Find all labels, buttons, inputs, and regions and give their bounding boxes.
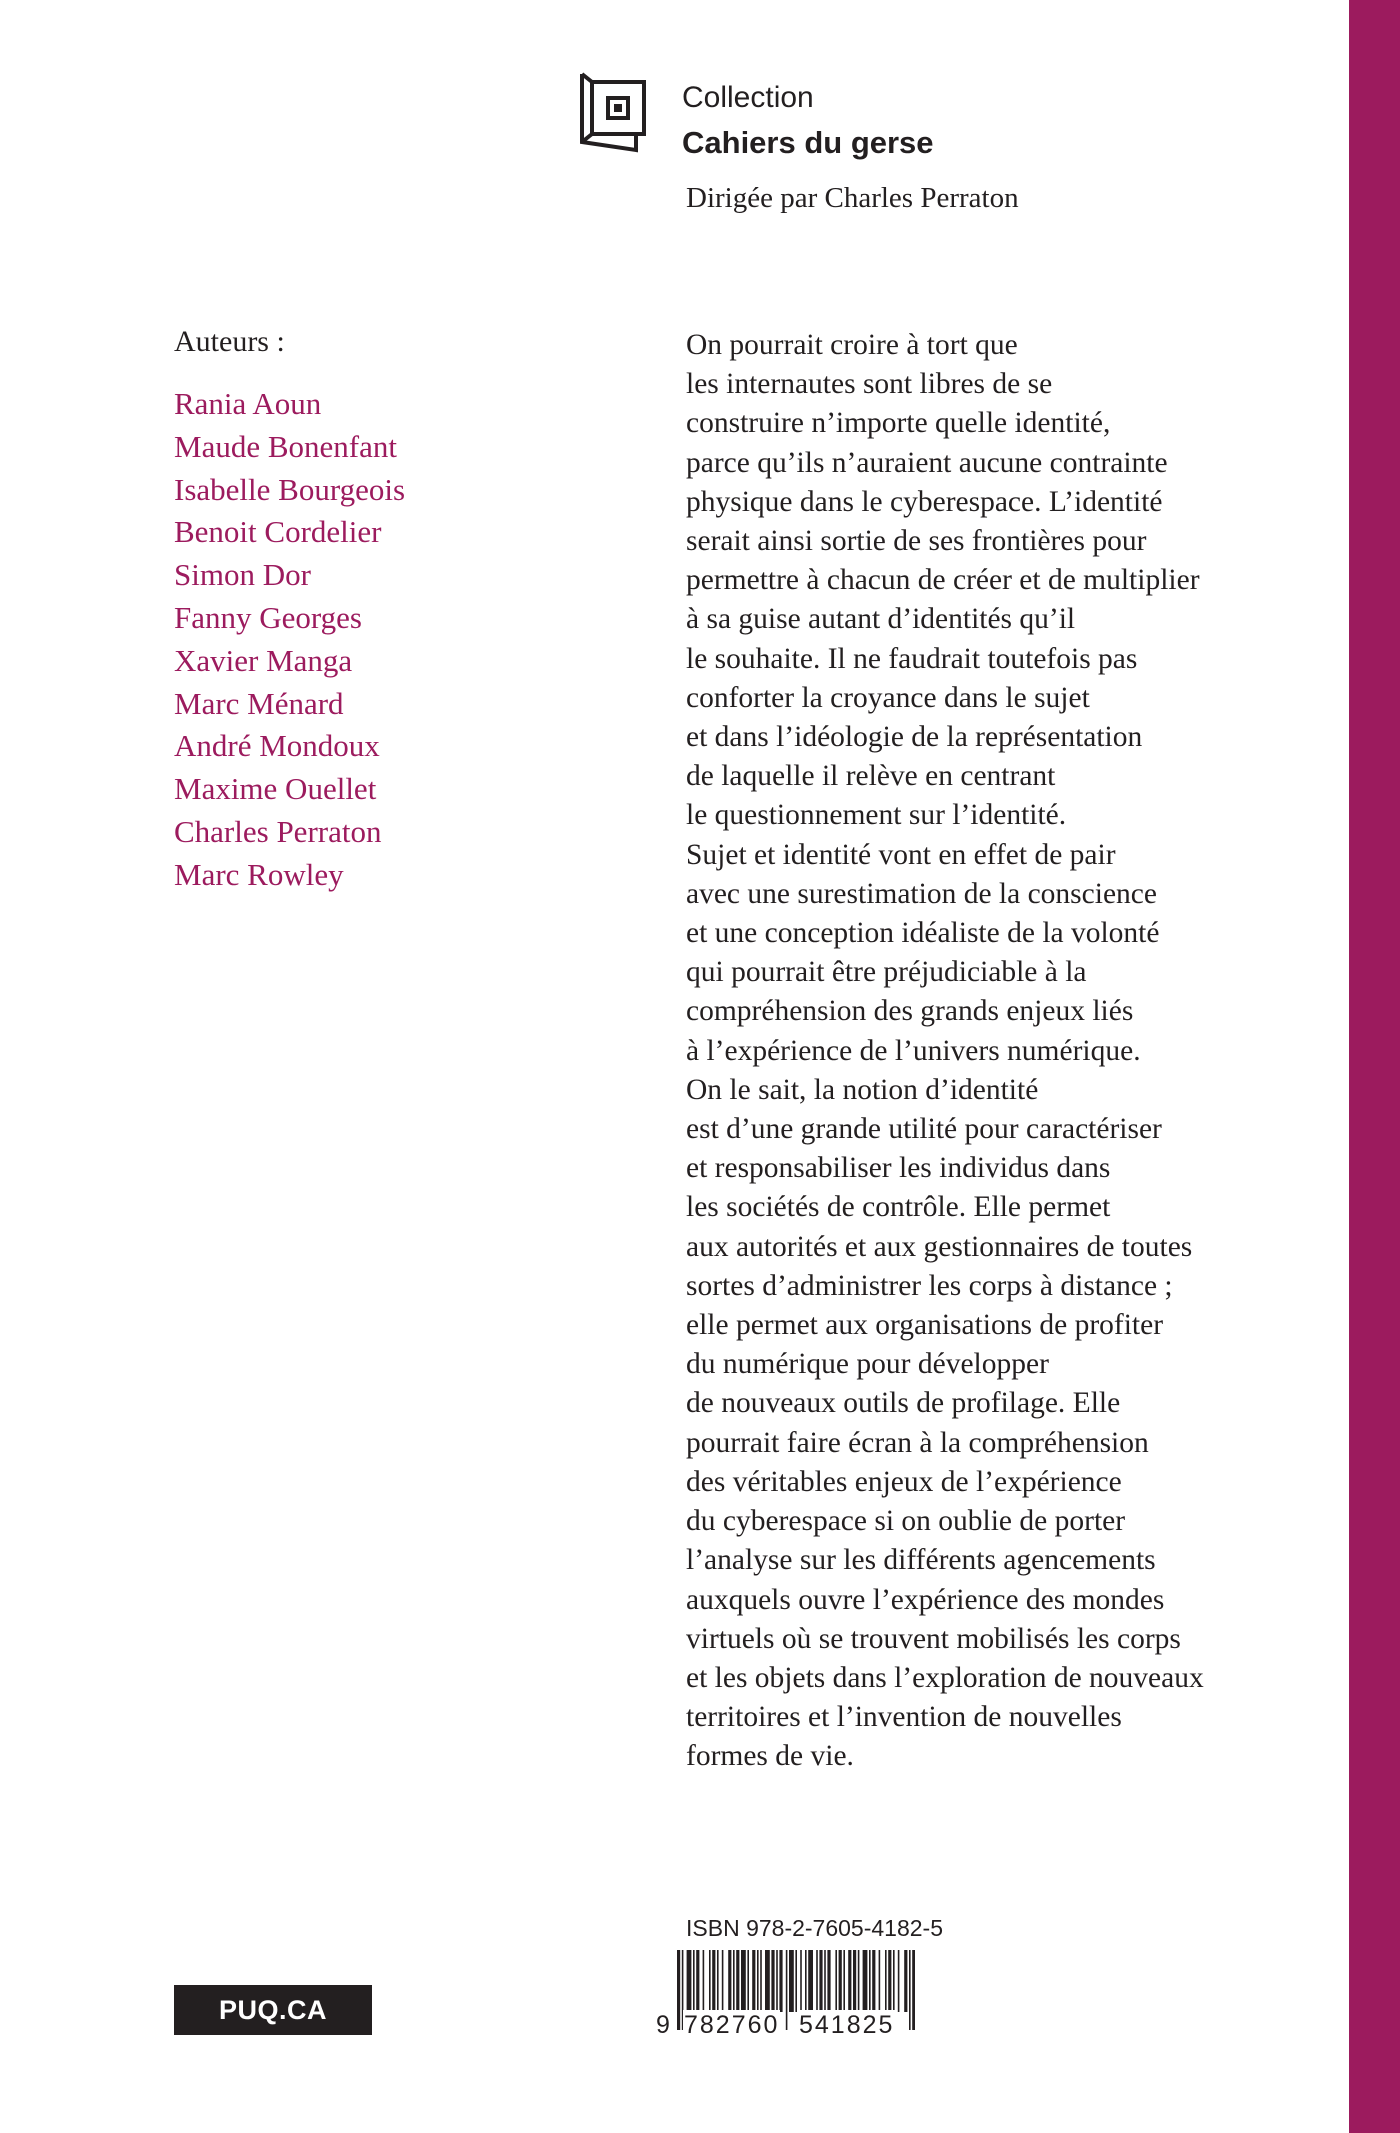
blurb-line: pourrait faire écran à la compréhension xyxy=(686,1426,1149,1459)
blurb-line: de nouveaux outils de profilage. Elle xyxy=(686,1387,1121,1420)
author-name: Marc Rowley xyxy=(174,856,344,892)
blurb-line: auxquels ouvre l’expérience des mondes xyxy=(686,1583,1165,1616)
blurb-line: à sa guise autant d’identités qu’il xyxy=(686,603,1076,636)
collection-title: Cahiers du gerse xyxy=(682,125,934,160)
barcode-bar xyxy=(709,1950,711,2012)
author-name: Marc Ménard xyxy=(174,685,344,721)
barcode-bar xyxy=(741,1950,746,2012)
blurb-line: serait ainsi sortie de ses frontières pour xyxy=(686,525,1147,558)
author-name: Charles Perraton xyxy=(174,813,382,849)
barcode-bar xyxy=(703,1950,705,2012)
barcode-bar xyxy=(805,1950,807,2012)
blurb-line: elle permet aux organisations de profiter xyxy=(686,1309,1164,1342)
barcode-bar xyxy=(712,1950,715,2012)
square-cube-icon xyxy=(578,68,650,156)
blurb-line: compréhension des grands enjeux liés xyxy=(686,995,1134,1028)
isbn-label: ISBN 978-2-7605-4182-5 xyxy=(686,1915,943,1941)
barcode-bar xyxy=(858,1950,860,2012)
blurb-line: le souhaite. Il ne faudrait toutefois pas xyxy=(686,642,1138,675)
blurb-line: du numérique pour développer xyxy=(686,1348,1049,1381)
barcode-bar xyxy=(717,1950,719,2012)
barcode-bar xyxy=(816,1950,818,2012)
barcode-bar xyxy=(760,1950,762,2012)
blurb-line: à l’expérience de l’univers numérique. xyxy=(686,1034,1141,1067)
barcode-bar xyxy=(819,1950,822,2012)
barcode-bar xyxy=(872,1950,875,2012)
blurb-line: On pourrait croire à tort que xyxy=(686,329,1018,361)
barcode-bar xyxy=(786,1950,788,2030)
barcode-bar xyxy=(693,1950,695,2012)
barcode-bar xyxy=(757,1950,759,2012)
blurb-line: et dans l’idéologie de la représentation xyxy=(686,721,1143,754)
author-name: Maxime Ouellet xyxy=(174,771,377,807)
blurb-line: avec une surestimation de la conscience xyxy=(686,877,1157,910)
blurb-line: parce qu’ils n’auraient aucune contrainte xyxy=(686,446,1168,479)
blurb-line: le questionnement sur l’identité. xyxy=(686,799,1067,832)
authors-heading: Auteurs : xyxy=(174,325,285,358)
barcode-bar xyxy=(789,1950,794,2012)
barcode-bar xyxy=(765,1950,770,2012)
blurb-line: de laquelle il relève en centrant xyxy=(686,760,1056,793)
author-name: Isabelle Bourgeois xyxy=(174,471,406,507)
collection-director: Dirigée par Charles Perraton xyxy=(686,182,1019,214)
blurb-line: du cyberespace si on oublie de porter xyxy=(686,1505,1126,1538)
collection-label: Collection xyxy=(682,81,814,114)
barcode-digits-right: 541825 xyxy=(799,2011,895,2039)
barcode-bar xyxy=(848,1950,851,2012)
barcode-bar xyxy=(898,1950,900,2012)
barcode-bar xyxy=(800,1950,802,2012)
barcode-digits-left: 782760 xyxy=(684,2011,780,2039)
blurb-line: est d’une grande utilité pour caractériser xyxy=(686,1113,1162,1146)
back-cover-blurb xyxy=(686,326,1286,1777)
barcode-bar xyxy=(843,1950,845,2012)
barcode-bar xyxy=(687,1950,692,2012)
barcode-bar xyxy=(808,1950,813,2012)
barcode-bar xyxy=(885,1950,887,2012)
blurb-line: les internautes sont libres de se xyxy=(686,368,1053,401)
author-name: Benoit Cordelier xyxy=(174,514,382,550)
barcode-bar xyxy=(853,1950,856,2012)
barcode-bar xyxy=(728,1950,731,2012)
barcode-bar xyxy=(779,1950,782,2012)
barcode-bar xyxy=(747,1950,749,2012)
barcode-bar xyxy=(776,1950,778,2012)
blurb-line: l’analyse sur les différents agencements xyxy=(686,1544,1156,1577)
blurb-line: Sujet et identité vont en effet de pair xyxy=(686,838,1116,871)
barcode-bar xyxy=(839,1950,842,2012)
author-name: Maude Bonenfant xyxy=(174,428,397,464)
blurb-line: formes de vie. xyxy=(686,1740,854,1773)
blurb-line: aux autorités et aux gestionnaires de toutes xyxy=(686,1230,1193,1263)
barcode-bar xyxy=(677,1950,680,2030)
barcode-bar xyxy=(824,1950,826,2012)
blurb-line: et les objets dans l’exploration de nouveaux xyxy=(686,1661,1204,1694)
barcode-bar xyxy=(827,1950,830,2012)
blurb-line: physique dans le cyberespace. L’identité xyxy=(686,485,1163,518)
authors-list xyxy=(174,383,405,897)
barcode-bar xyxy=(722,1950,724,2012)
author-name: Xavier Manga xyxy=(174,642,353,678)
blurb-line: et une conception idéaliste de la volonté xyxy=(686,917,1160,950)
blurb-line: sortes d’administrer les corps à distance ; xyxy=(686,1269,1173,1302)
barcode-bar xyxy=(795,1950,797,2012)
barcode-bar xyxy=(771,1950,774,2012)
barcode-bar xyxy=(736,1950,739,2012)
author-name: André Mondoux xyxy=(174,728,380,764)
blurb-line: On le sait, la notion d’identité xyxy=(686,1073,1039,1106)
barcode-bar xyxy=(909,1950,911,2030)
barcode-bar xyxy=(869,1950,871,2012)
barcode-bar xyxy=(835,1950,837,2012)
barcode-bar xyxy=(904,1950,907,2012)
barcode-bar xyxy=(888,1950,891,2012)
blurb-line: construire n’importe quelle identité, xyxy=(686,407,1111,440)
author-name: Rania Aoun xyxy=(174,386,322,421)
publisher-badge[interactable]: PUQ.CA xyxy=(174,1985,372,2035)
author-name: Simon Dor xyxy=(174,557,311,593)
blurb-line: les sociétés de contrôle. Elle permet xyxy=(686,1191,1111,1224)
barcode-bar xyxy=(863,1950,868,2012)
blurb-line: qui pourrait être préjudiciable à la xyxy=(686,956,1087,989)
blurb-line: territoires et l’invention de nouvelles xyxy=(686,1701,1122,1734)
barcode-digit-first: 9 xyxy=(656,2011,670,2039)
blurb-line: permettre à chacun de créer et de multiplier xyxy=(686,564,1200,597)
blurb-line: virtuels où se trouvent mobilisés les corps xyxy=(686,1622,1181,1655)
barcode-bar xyxy=(696,1950,699,2012)
blurb-line: conforter la croyance dans le sujet xyxy=(686,681,1090,714)
barcode-bar xyxy=(752,1950,755,2012)
barcode-bar xyxy=(733,1950,735,2012)
barcode-bar xyxy=(879,1950,881,2012)
barcode-bar xyxy=(912,1950,915,2030)
accent-side-band xyxy=(1349,0,1400,2133)
blurb-line: des véritables enjeux de l’expérience xyxy=(686,1465,1122,1498)
author-name: Fanny Georges xyxy=(174,599,362,635)
barcode-bar xyxy=(893,1950,895,2012)
blurb-line: et responsabiliser les individus dans xyxy=(686,1152,1111,1185)
